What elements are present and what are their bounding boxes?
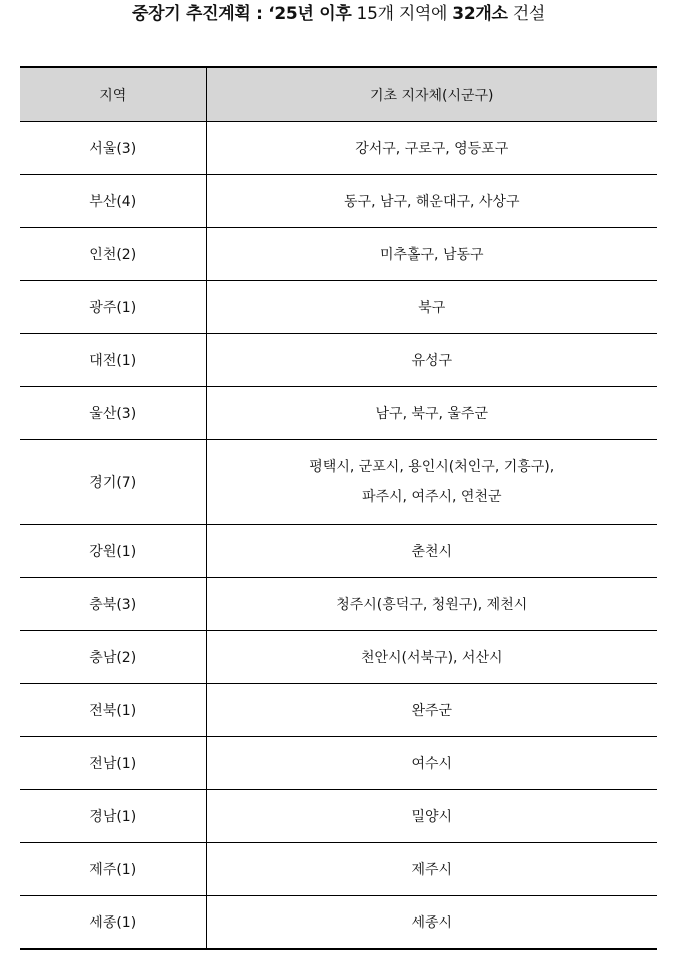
districts-cell	[206, 440, 657, 525]
region-cell: 제주(1)	[20, 843, 206, 896]
districts-cell: 동구, 남구, 해운대구, 사상구	[206, 175, 657, 228]
districts-cell: 북구	[206, 281, 657, 334]
region-cell: 경남(1)	[20, 790, 206, 843]
districts-line-1: 평택시, 군포시, 용인시(처인구, 기흥구),	[309, 459, 555, 475]
districts-cell: 춘천시	[206, 525, 657, 578]
region-cell: 경기(7)	[20, 440, 206, 525]
table-row	[20, 578, 657, 631]
title-site-count: 32개소	[452, 4, 508, 24]
table-row	[20, 440, 657, 525]
table-row	[20, 790, 657, 843]
region-cell: 세종(1)	[20, 896, 206, 950]
districts-cell: 유성구	[206, 334, 657, 387]
districts-cell: 청주시(흥덕구, 청원구), 제천시	[206, 578, 657, 631]
table-row	[20, 737, 657, 790]
region-cell: 서울(3)	[20, 122, 206, 175]
districts-cell: 밀양시	[206, 790, 657, 843]
title-region-count: 15개 지역에	[351, 4, 453, 24]
districts-cell: 천안시(서북구), 서산시	[206, 631, 657, 684]
districts-cell: 세종시	[206, 896, 657, 950]
region-cell: 충남(2)	[20, 631, 206, 684]
table-row	[20, 175, 657, 228]
districts-cell: 미추홀구, 남동구	[206, 228, 657, 281]
districts-line-2: 파주시, 여주시, 연천군	[361, 489, 502, 505]
region-cell: 대전(1)	[20, 334, 206, 387]
region-cell: 전남(1)	[20, 737, 206, 790]
region-cell: 충북(3)	[20, 578, 206, 631]
header-region: 지역	[20, 67, 206, 122]
region-cell: 전북(1)	[20, 684, 206, 737]
region-cell: 강원(1)	[20, 525, 206, 578]
districts-cell: 제주시	[206, 843, 657, 896]
title-suffix: 건설	[507, 4, 545, 24]
region-cell: 인천(2)	[20, 228, 206, 281]
construction-plan-table	[20, 66, 657, 950]
table-row	[20, 281, 657, 334]
table-row	[20, 631, 657, 684]
table-row	[20, 122, 657, 175]
region-cell: 울산(3)	[20, 387, 206, 440]
table-row	[20, 843, 657, 896]
page-title	[0, 2, 677, 26]
districts-cell: 남구, 북구, 울주군	[206, 387, 657, 440]
table-row	[20, 228, 657, 281]
districts-cell: 완주군	[206, 684, 657, 737]
title-period: 중장기 추진계획 : ‘25년 이후	[132, 4, 352, 24]
region-cell: 부산(4)	[20, 175, 206, 228]
header-districts: 기초 지자체(시군구)	[206, 67, 657, 122]
table-row	[20, 334, 657, 387]
region-cell: 광주(1)	[20, 281, 206, 334]
table-row	[20, 684, 657, 737]
districts-cell: 여수시	[206, 737, 657, 790]
table-row	[20, 896, 657, 950]
table-header-row	[20, 67, 657, 122]
table-row	[20, 387, 657, 440]
districts-cell: 강서구, 구로구, 영등포구	[206, 122, 657, 175]
table-row	[20, 525, 657, 578]
